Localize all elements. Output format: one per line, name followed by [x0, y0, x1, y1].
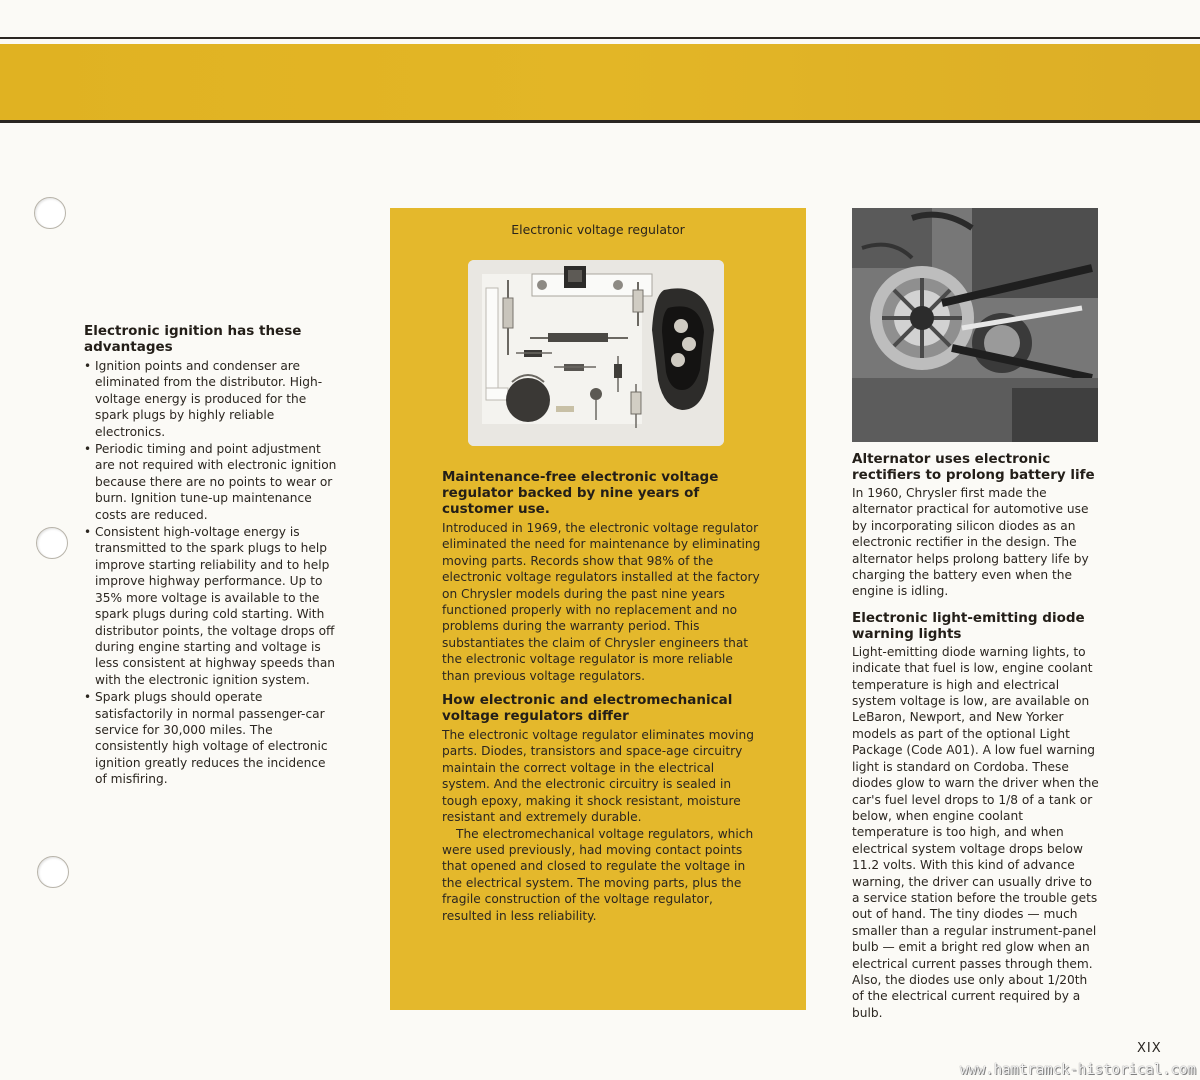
alternator-illustration	[852, 208, 1098, 442]
electronic-regulator-paragraph: The electronic voltage regulator eliminates moving parts. Diodes, transistors and space-age circuitry maintain the correct voltage in the electrical system. And the electronic circuitry is sealed in tough epoxy, making it shock resistant, moisture resistant and extremely durable.	[442, 728, 754, 825]
panel-text	[442, 469, 762, 924]
center-panel	[390, 208, 806, 1010]
left-column	[84, 323, 339, 789]
alternator-paragraph: In 1960, Chrysler first made the alternator practical for automotive use by incorporating silicon diodes as an electronic rectifier in the design. The alternator helps prolong battery life by charging the battery even when the engine is idling.	[852, 486, 1089, 599]
led-paragraph: Light-emitting diode warning lights, to indicate that fuel is low, engine coolant temperature is high and electrical system voltage is low, are available on LeBaron, Newport, and New Yorker models as part of the optional Light Package (Code A01). A low fuel warning light is standard on Cordoba. These diodes glow to warn the driver when the car's fuel level drops to 1/8 of a tank or below, when engine coolant temperature is too high, and when electrical system voltage drops below 11.2 volts. With this kind of advance warning, the driver can usually drive to a service station before the trouble gets out of hand. The tiny diodes — much smaller than a regular instrument-panel bulb — emit a bright red glow when an electrical current passes through them. Also, the diodes use only about 1/20th of the electrical current required by a bulb.	[852, 644, 1099, 1020]
binder-hole-top	[34, 197, 66, 229]
voltage-regulator-illustration	[468, 260, 724, 446]
voltage-regulator-photo	[468, 260, 724, 446]
page-number: XIX	[1137, 1041, 1162, 1056]
bullet-item: • Ignition points and condenser are eliminated from the distributor. High-voltage energy is produced for the spark plugs by highly reliable electronics.	[84, 358, 339, 440]
right-column	[852, 451, 1102, 1021]
alternator-photo	[852, 208, 1098, 442]
ignition-heading: Electronic ignition has these advantages	[84, 323, 302, 355]
regulator-paragraph: Introduced in 1969, the electronic voltage regulator eliminated the need for maintenance by eliminating moving parts. Records show that 98% of the electronic voltage regulators installed at the factory on Chrysler models during the past nine years functioned properly with no replacement and no problems during the warranty period. This substantiates the claim of Chrysler engineers that the electronic voltage regulator is more reliable than previous voltage regulators.	[442, 521, 761, 683]
regulator-difference-heading: How electronic and electromechanical voltage regulators differ	[442, 692, 733, 725]
bullet-item: • Consistent high-voltage energy is transmitted to the spark plugs to help improve starting reliability and to help improve highway performance. Up to 35% more voltage is available to the spark plugs during cold starting. With distributor points, the voltage drops off during engine starting and voltage is less consistent at highway speeds than with the electronic ignition system.	[84, 524, 339, 688]
binder-hole-bottom	[37, 856, 69, 888]
ignition-bullet-list	[84, 358, 339, 788]
watermark: www.hamtramck-historical.com	[960, 1062, 1197, 1078]
header-band	[0, 44, 1200, 123]
top-rule	[0, 37, 1200, 39]
photo-caption: Electronic voltage regulator	[511, 222, 685, 237]
electromechanical-regulator-paragraph: The electromechanical voltage regulators, which were used previously, had moving contact points that opened and closed to regulate the voltage in the electrical system. The moving parts, plus the fragile construction of the voltage regulator, resulted in less reliability.	[442, 826, 754, 923]
alternator-heading: Alternator uses electronic rectifiers to prolong battery life	[852, 451, 1095, 483]
bullet-item: • Periodic timing and point adjustment are not required with electronic ignition because there are no points to wear or burn. Ignition tune-up maintenance costs are reduced.	[84, 441, 339, 523]
bullet-item: • Spark plugs should operate satisfactorily in normal passenger-car service for 30,000 miles. The consistently high voltage of electronic ignition greatly reduces the incidence of misfiring.	[84, 689, 339, 787]
led-heading: Electronic light-emitting diode warning lights	[852, 609, 1085, 642]
regulator-heading: Maintenance-free electronic voltage regulator backed by nine years of customer use.	[442, 469, 719, 517]
binder-hole-middle	[36, 527, 68, 559]
